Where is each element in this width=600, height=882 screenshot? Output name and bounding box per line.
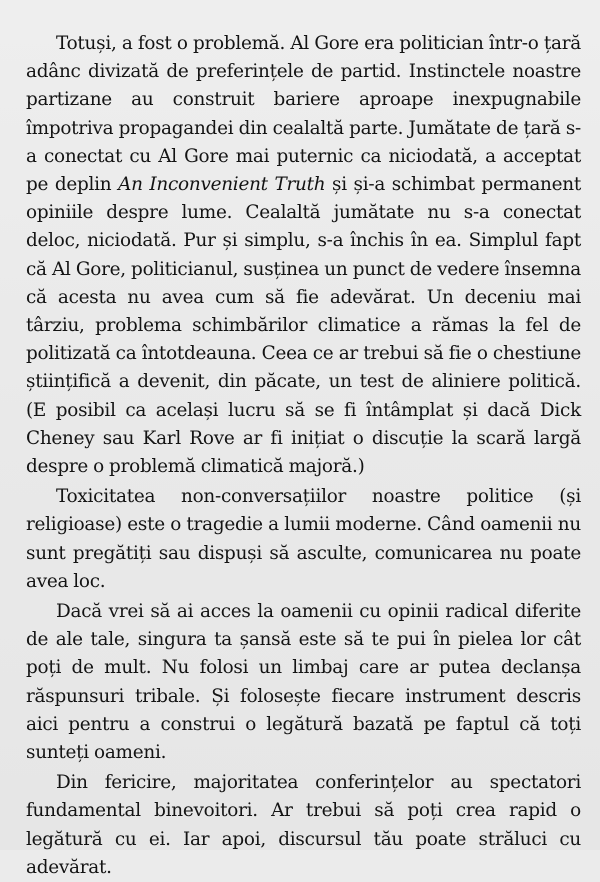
text-segment: Din fericire, majoritatea conferințelor au spectatori fundamental binevoitori. Ar trebui să poți crea rapid o legătură cu ei. Iar apoi, discursul tău poate străluci cu adevărat. xyxy=(26,772,581,878)
paragraph-conferences xyxy=(26,769,581,882)
paragraph-access-people xyxy=(26,598,581,767)
paragraph-al-gore-problem xyxy=(26,30,581,481)
book-title-italic: An Inconvenient Truth xyxy=(118,174,326,196)
text-segment: Totuși, a fost o problemă. Al Gore era politician într-o țară adânc divizată de preferințele de partid. Instinctele noastre partizane au construit bariere aproape inexpugnabile împotriva propagandei din cealaltă parte. Jumătate de țară s-a conectat cu Al Gore mai puternic ca niciodată, a acceptat pe deplin xyxy=(26,33,581,196)
paragraph-toxicity xyxy=(26,483,581,596)
body-text xyxy=(26,30,581,882)
text-segment: Dacă vrei să ai acces la oamenii cu opinii radical diferite de ale tale, singura ta șansă este să te pui în pielea lor cât poți de mult. Nu folosi un limbaj care ar putea declanșa răspunsuri tribale. Și folosește fiecare instrument descris aici pentru a construi o legătură bazată pe faptul că toți sunteți oameni. xyxy=(26,601,581,764)
text-segment: Toxicitatea non-conversațiilor noastre politice (și religioase) este o tragedie a lumii moderne. Când oamenii nu sunt pregătiți sau dispuși să asculte, comunicarea nu poate avea loc. xyxy=(26,486,581,592)
text-segment: și și-a schimbat permanent opiniile despre lume. Cealaltă jumătate nu s-a conectat deloc, niciodată. Pur și simplu, s-a închis în ea. Simplul fapt că Al Gore, politicianul, susținea un punct de vedere însemna că acesta nu avea cum să fie adevărat. Un deceniu mai târziu, problema schimbărilor climatice a rămas la fel de politizată ca întotdeauna. Ceea ce ar trebui să fie o chestiune științifică a devenit, din păcate, un test de aliniere politică. (E posibil ca același lucru să se fi întâmplat și dacă Dick Cheney sau Karl Rove ar fi inițiat o discuție la scară largă despre o problemă climatică majoră.) xyxy=(26,174,581,478)
